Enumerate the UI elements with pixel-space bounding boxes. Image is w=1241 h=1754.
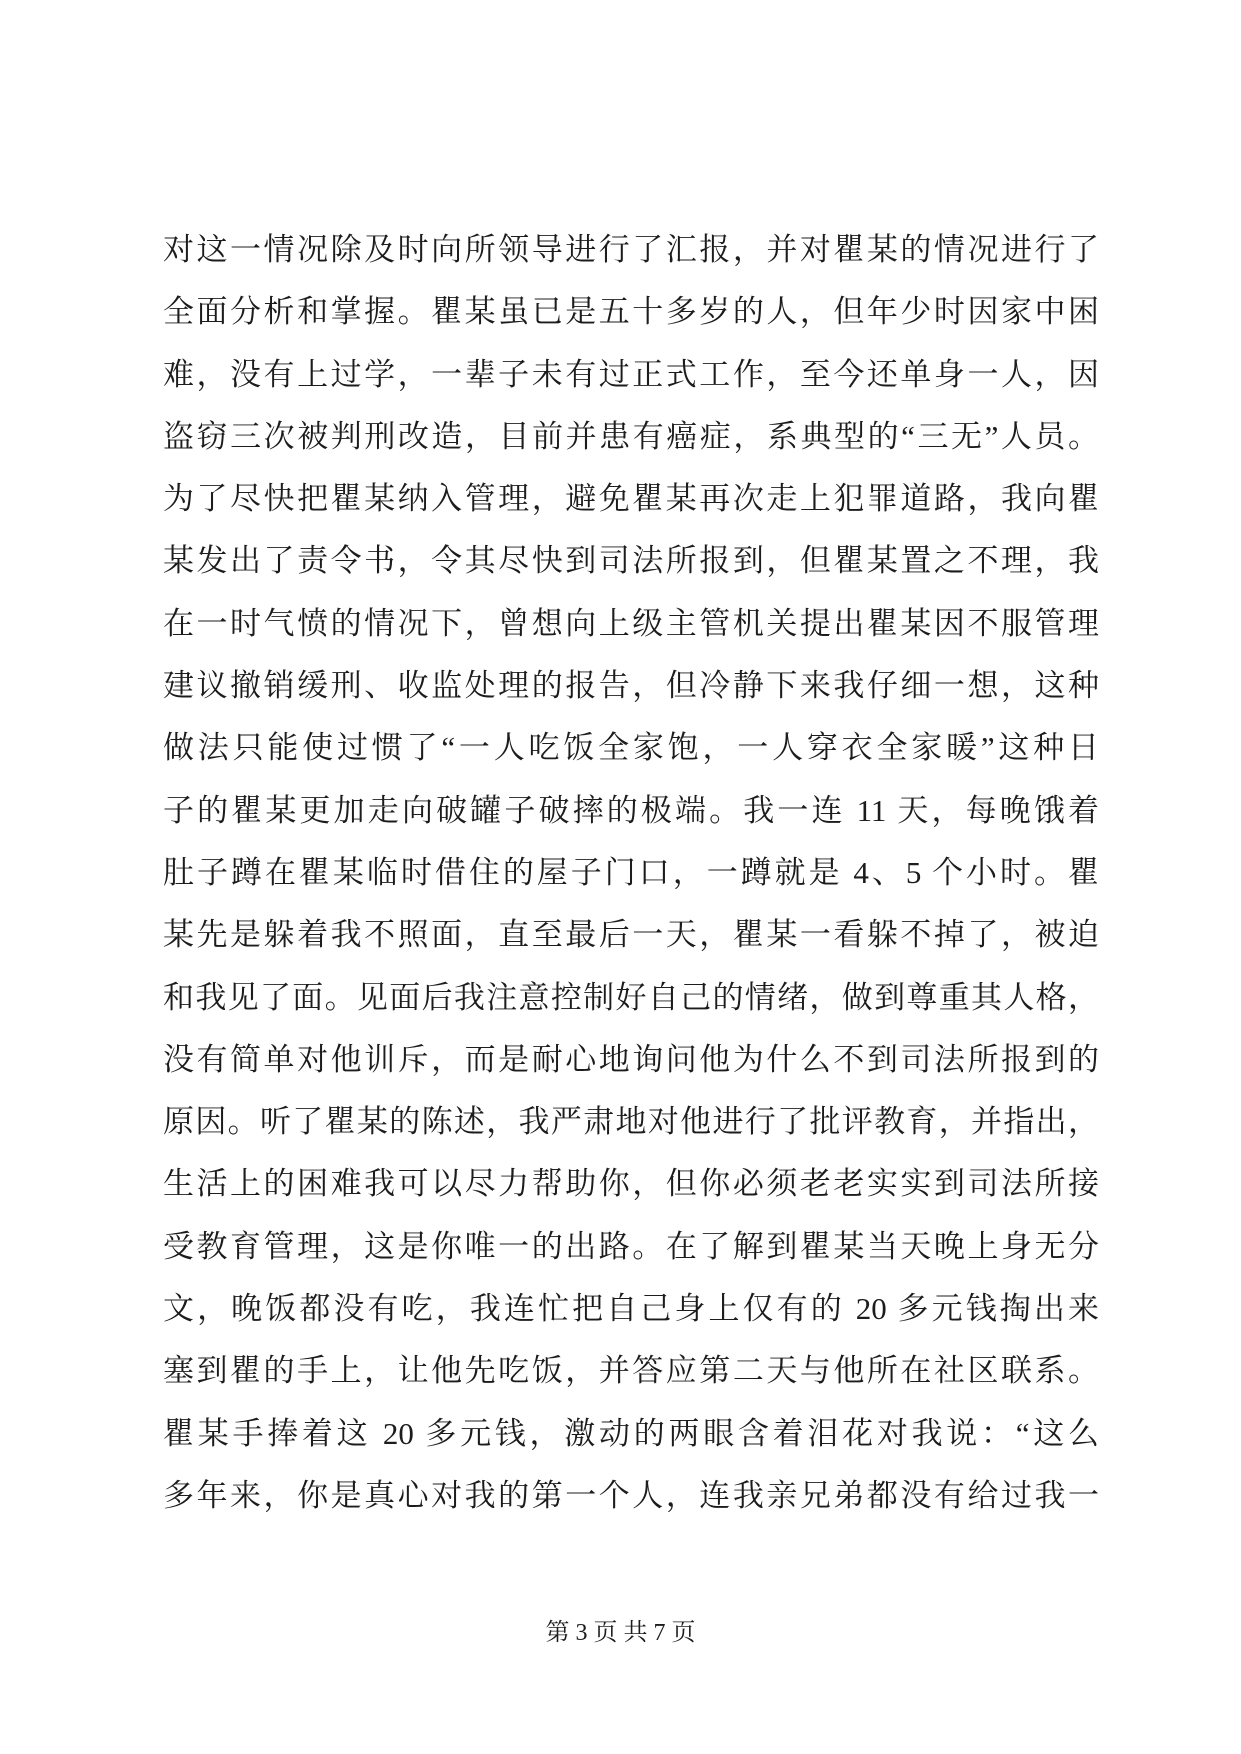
text-line: 对这一情况除及时向所领导进行了汇报，并对瞿某的情况进行了 <box>163 232 1099 267</box>
text-line: 没有简单对他训斥，而是耐心地询问他为什么不到司法所报到的 <box>163 1041 1099 1077</box>
text-line: 盗窃三次被判刑改造，目前并患有癌症，系典型的“三无”人员。 <box>163 418 1099 454</box>
text-line: 某发出了责令书，令其尽快到司法所报到，但瞿某置之不理，我 <box>163 543 1099 579</box>
text-line: 做法只能使过惯了“一人吃饭全家饱，一人穿衣全家暖”这种日 <box>163 730 1099 766</box>
text-line: 某先是躲着我不照面，直至最后一天，瞿某一看躲不掉了，被迫 <box>163 917 1099 953</box>
text-line: 和我见了面。见面后我注意控制好自己的情绪，做到尊重其人格， <box>163 979 1099 1015</box>
text-line: 子的瞿某更加走向破罐子破摔的极端。我一连 11 天，每晚饿着 <box>163 792 1099 828</box>
text-line: 塞到瞿的手上，让他先吃饭，并答应第二天与他所在社区联系。 <box>163 1353 1099 1389</box>
text-line: 原因。听了瞿某的陈述，我严肃地对他进行了批评教育，并指出， <box>163 1104 1099 1140</box>
text-line: 在一时气愤的情况下，曾想向上级主管机关提出瞿某因不服管理 <box>163 605 1099 641</box>
text-line: 受教育管理，这是你唯一的出路。在了解到瞿某当天晚上身无分 <box>163 1228 1099 1264</box>
text-line: 生活上的困难我可以尽力帮助你，但你必须老老实实到司法所接 <box>163 1166 1099 1202</box>
text-line: 难，没有上过学，一辈子未有过正式工作，至今还单身一人，因 <box>163 356 1099 392</box>
text-line: 为了尽快把瞿某纳入管理，避免瞿某再次走上犯罪道路，我向瞿 <box>163 481 1099 517</box>
document-body <box>163 219 1099 1527</box>
text-line: 多年来，你是真心对我的第一个人，连我亲兄弟都没有给过我一 <box>163 1477 1099 1513</box>
page-number-footer: 第 3 页 共 7 页 <box>545 1620 696 1646</box>
text-line: 全面分析和掌握。瞿某虽已是五十多岁的人，但年少时因家中困 <box>163 294 1099 330</box>
text-line: 建议撤销缓刑、收监处理的报告，但冷静下来我仔细一想，这种 <box>163 668 1099 704</box>
text-line: 瞿某手捧着这 20 多元钱，激动的两眼含着泪花对我说：“这么 <box>163 1415 1099 1451</box>
text-line: 肚子蹲在瞿某临时借住的屋子门口，一蹲就是 4、5 个小时。瞿 <box>163 854 1099 890</box>
text-line: 文，晚饭都没有吃，我连忙把自己身上仅有的 20 多元钱掏出来 <box>163 1291 1099 1327</box>
